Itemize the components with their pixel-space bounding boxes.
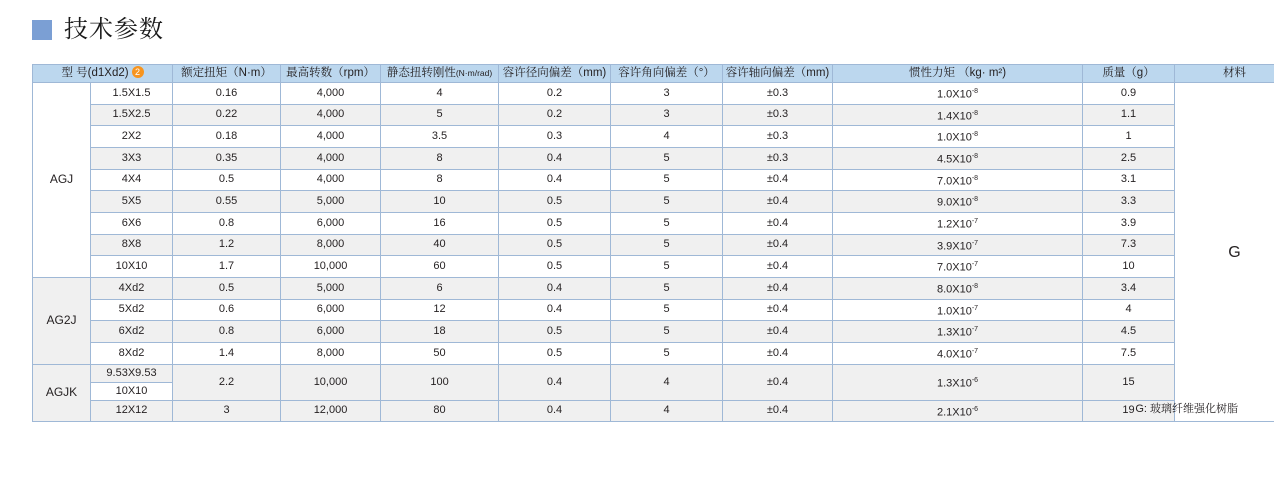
series-cell: AGJK <box>33 364 91 422</box>
radial-cell: 0.5 <box>499 191 611 213</box>
mass-cell: 7.3 <box>1083 234 1175 256</box>
header-stiffness-label: 静态扭转刚性 <box>386 67 456 79</box>
radial-cell: 0.2 <box>499 83 611 105</box>
radial-cell: 0.5 <box>499 234 611 256</box>
inertia-base: 4.5X10 <box>936 153 972 166</box>
stiffness-cell: 3.5 <box>381 126 499 148</box>
page-title: 技术参数 <box>64 16 164 43</box>
title-marker-icon <box>32 20 52 40</box>
angular-cell: 4 <box>611 364 723 400</box>
angular-cell: 3 <box>611 104 723 126</box>
axial-cell: ±0.3 <box>723 83 833 105</box>
inertia-exponent: -8 <box>971 88 979 95</box>
inertia-cell <box>833 299 1083 321</box>
inertia-exponent: -8 <box>971 282 979 290</box>
axial-cell: ±0.3 <box>723 104 833 126</box>
angular-cell: 4 <box>611 126 723 148</box>
angular-cell: 5 <box>611 342 723 364</box>
inertia-exponent: -7 <box>971 347 979 355</box>
header-axial: 容许轴向偏差（mm) <box>723 65 833 83</box>
model-cell: 4Xd2 <box>91 277 173 299</box>
stiffness-cell: 18 <box>381 321 499 343</box>
rpm-cell: 6,000 <box>281 212 381 234</box>
inertia-cell <box>833 256 1083 278</box>
torque-cell: 0.5 <box>173 277 281 299</box>
table-row <box>33 212 1274 234</box>
torque-cell: 0.5 <box>173 169 281 191</box>
torque-cell: 0.55 <box>173 191 281 213</box>
stiffness-cell: 100 <box>381 364 499 400</box>
rpm-cell: 8,000 <box>281 342 381 364</box>
rpm-cell: 12,000 <box>281 400 381 422</box>
model-cell: 6X6 <box>91 212 173 234</box>
table-row <box>33 234 1274 256</box>
stiffness-cell: 10 <box>381 191 499 213</box>
inertia-cell <box>833 400 1083 422</box>
inertia-exponent: -8 <box>971 131 979 139</box>
table-row <box>33 342 1274 364</box>
axial-cell: ±0.4 <box>723 234 833 256</box>
axial-cell: ±0.4 <box>723 342 833 364</box>
mass-cell: 4 <box>1083 299 1175 321</box>
inertia-base: 1.0X10 <box>936 88 972 101</box>
table-row <box>33 400 1274 422</box>
inertia-exponent: -7 <box>971 261 979 269</box>
model-cell: 10X10 <box>91 382 173 400</box>
mass-cell: 3.3 <box>1083 191 1175 213</box>
axial-cell: ±0.4 <box>723 256 833 278</box>
table-row <box>33 147 1274 169</box>
angular-cell: 5 <box>611 169 723 191</box>
stiffness-cell: 4 <box>381 83 499 105</box>
torque-cell: 1.4 <box>173 342 281 364</box>
torque-cell: 0.35 <box>173 147 281 169</box>
angular-cell: 5 <box>611 277 723 299</box>
table-row <box>33 83 1274 105</box>
header-model <box>33 65 173 83</box>
torque-cell: 0.22 <box>173 104 281 126</box>
mass-cell: 15 <box>1083 364 1175 400</box>
mass-cell: 10 <box>1083 256 1175 278</box>
stiffness-cell: 16 <box>381 212 499 234</box>
page-title-row <box>0 0 1274 48</box>
header-stiffness <box>381 65 499 83</box>
spec-table <box>32 64 1274 422</box>
torque-cell: 2.2 <box>173 364 281 400</box>
inertia-cell <box>833 169 1083 191</box>
angular-cell: 4 <box>611 400 723 422</box>
axial-cell: ±0.3 <box>723 147 833 169</box>
axial-cell: ±0.3 <box>723 126 833 148</box>
inertia-cell <box>833 126 1083 148</box>
rpm-cell: 4,000 <box>281 147 381 169</box>
angular-cell: 3 <box>611 83 723 105</box>
inertia-cell <box>833 234 1083 256</box>
inertia-exponent: -7 <box>971 304 979 312</box>
radial-cell: 0.4 <box>499 364 611 400</box>
model-cell: 5X5 <box>91 191 173 213</box>
inertia-cell <box>833 342 1083 364</box>
table-row <box>33 169 1274 191</box>
header-angular: 容许角向偏差（°） <box>611 65 723 83</box>
inertia-cell <box>833 364 1083 400</box>
spec-table-wrap <box>0 48 1274 422</box>
mass-cell: 7.5 <box>1083 342 1175 364</box>
inertia-base: 1.2X10 <box>936 218 972 231</box>
angular-cell: 5 <box>611 256 723 278</box>
angular-cell: 5 <box>611 212 723 234</box>
header-badge: 2 <box>132 66 144 78</box>
mass-cell: 3.4 <box>1083 277 1175 299</box>
header-mass: 质量（g） <box>1083 65 1175 83</box>
axial-cell: ±0.4 <box>723 364 833 400</box>
model-cell: 5Xd2 <box>91 299 173 321</box>
axial-cell: ±0.4 <box>723 299 833 321</box>
angular-cell: 5 <box>611 191 723 213</box>
rpm-cell: 5,000 <box>281 191 381 213</box>
header-radial: 容许径向偏差（mm) <box>499 65 611 83</box>
model-cell: 8Xd2 <box>91 342 173 364</box>
angular-cell: 5 <box>611 234 723 256</box>
series-cell: AGJ <box>33 83 91 278</box>
material-footnote: G: 玻璃纤维强化树脂 <box>1135 403 1238 415</box>
mass-cell: 3.9 <box>1083 212 1175 234</box>
model-cell: 4X4 <box>91 169 173 191</box>
stiffness-cell: 80 <box>381 400 499 422</box>
angular-cell: 5 <box>611 299 723 321</box>
table-row <box>33 191 1274 213</box>
inertia-cell <box>833 104 1083 126</box>
header-torque: 额定扭矩（N·m） <box>173 65 281 83</box>
model-cell: 10X10 <box>91 256 173 278</box>
table-row <box>33 321 1274 343</box>
rpm-cell: 5,000 <box>281 277 381 299</box>
mass-cell: 0.9 <box>1083 83 1175 105</box>
table-row <box>33 299 1274 321</box>
radial-cell: 0.4 <box>499 147 611 169</box>
table-header <box>33 65 1274 83</box>
header-stiffness-unit: (N·m/rad) <box>455 68 493 78</box>
table-row <box>33 126 1274 148</box>
torque-cell: 0.6 <box>173 299 281 321</box>
inertia-cell <box>833 147 1083 169</box>
angular-cell: 5 <box>611 321 723 343</box>
inertia-exponent: -8 <box>971 174 979 182</box>
axial-cell: ±0.4 <box>723 191 833 213</box>
inertia-base: 7.0X10 <box>936 175 972 188</box>
radial-cell: 0.4 <box>499 400 611 422</box>
radial-cell: 0.2 <box>499 104 611 126</box>
axial-cell: ±0.4 <box>723 400 833 422</box>
inertia-base: 9.0X10 <box>936 196 972 209</box>
torque-cell: 3 <box>173 400 281 422</box>
stiffness-cell: 50 <box>381 342 499 364</box>
axial-cell: ±0.4 <box>723 277 833 299</box>
inertia-cell <box>833 212 1083 234</box>
model-cell: 1.5X1.5 <box>91 83 173 105</box>
radial-cell: 0.3 <box>499 126 611 148</box>
torque-cell: 1.7 <box>173 256 281 278</box>
mass-cell: 1 <box>1083 126 1175 148</box>
table-row <box>33 256 1274 278</box>
inertia-cell <box>833 83 1083 105</box>
inertia-exponent: -7 <box>971 217 979 225</box>
model-cell: 8X8 <box>91 234 173 256</box>
table-row <box>33 277 1274 299</box>
radial-cell: 0.5 <box>499 212 611 234</box>
mass-cell: 1.1 <box>1083 104 1175 126</box>
axial-cell: ±0.4 <box>723 169 833 191</box>
inertia-base: 7.0X10 <box>936 261 972 274</box>
stiffness-cell: 60 <box>381 256 499 278</box>
model-cell: 1.5X2.5 <box>91 104 173 126</box>
inertia-base: 8.0X10 <box>936 283 972 296</box>
rpm-cell: 10,000 <box>281 364 381 400</box>
rpm-cell: 4,000 <box>281 83 381 105</box>
header-rpm: 最高转数（rpm） <box>281 65 381 83</box>
inertia-base: 1.0X10 <box>936 305 972 318</box>
inertia-exponent: -6 <box>971 405 979 413</box>
axial-cell: ±0.4 <box>723 321 833 343</box>
model-cell: 3X3 <box>91 147 173 169</box>
torque-cell: 0.8 <box>173 321 281 343</box>
inertia-exponent: -6 <box>971 376 979 384</box>
rpm-cell: 6,000 <box>281 299 381 321</box>
model-cell: 6Xd2 <box>91 321 173 343</box>
header-inertia: 惯性力矩 （kg· m²) <box>833 65 1083 83</box>
table-row <box>33 104 1274 126</box>
axial-cell: ±0.4 <box>723 212 833 234</box>
table-body <box>33 83 1274 422</box>
table-row <box>33 364 1274 382</box>
inertia-base: 4.0X10 <box>936 348 972 361</box>
stiffness-cell: 6 <box>381 277 499 299</box>
inertia-exponent: -8 <box>971 109 979 117</box>
model-cell: 9.53X9.53 <box>91 364 173 382</box>
radial-cell: 0.5 <box>499 256 611 278</box>
model-cell: 2X2 <box>91 126 173 148</box>
inertia-base: 3.9X10 <box>936 240 972 253</box>
inertia-cell <box>833 321 1083 343</box>
stiffness-cell: 8 <box>381 147 499 169</box>
series-cell: AG2J <box>33 277 91 364</box>
rpm-cell: 4,000 <box>281 169 381 191</box>
inertia-exponent: -8 <box>971 152 979 160</box>
rpm-cell: 8,000 <box>281 234 381 256</box>
rpm-cell: 4,000 <box>281 126 381 148</box>
inertia-cell <box>833 277 1083 299</box>
mass-cell: 19 <box>1083 400 1175 422</box>
inertia-exponent: -7 <box>971 239 979 247</box>
stiffness-cell: 40 <box>381 234 499 256</box>
inertia-base: 1.3X10 <box>936 326 972 339</box>
stiffness-cell: 5 <box>381 104 499 126</box>
inertia-base: 2.1X10 <box>936 406 972 419</box>
mass-cell: 4.5 <box>1083 321 1175 343</box>
mass-cell: 2.5 <box>1083 147 1175 169</box>
inertia-cell <box>833 191 1083 213</box>
header-row <box>33 65 1274 83</box>
stiffness-cell: 12 <box>381 299 499 321</box>
material-cell: G <box>1175 83 1274 422</box>
stiffness-cell: 8 <box>381 169 499 191</box>
radial-cell: 0.4 <box>499 169 611 191</box>
header-material: 材料 <box>1175 65 1274 83</box>
rpm-cell: 4,000 <box>281 104 381 126</box>
radial-cell: 0.4 <box>499 277 611 299</box>
header-model-label: 型 号(d1Xd2) <box>61 67 129 79</box>
radial-cell: 0.4 <box>499 299 611 321</box>
inertia-base: 1.0X10 <box>936 131 972 144</box>
torque-cell: 0.18 <box>173 126 281 148</box>
rpm-cell: 6,000 <box>281 321 381 343</box>
inertia-exponent: -8 <box>971 196 979 204</box>
angular-cell: 5 <box>611 147 723 169</box>
inertia-base: 1.3X10 <box>936 377 972 390</box>
torque-cell: 0.16 <box>173 83 281 105</box>
torque-cell: 1.2 <box>173 234 281 256</box>
mass-cell: 3.1 <box>1083 169 1175 191</box>
model-cell: 12X12 <box>91 400 173 422</box>
inertia-base: 1.4X10 <box>936 110 972 123</box>
rpm-cell: 10,000 <box>281 256 381 278</box>
torque-cell: 0.8 <box>173 212 281 234</box>
radial-cell: 0.5 <box>499 342 611 364</box>
inertia-exponent: -7 <box>971 326 979 334</box>
radial-cell: 0.5 <box>499 321 611 343</box>
